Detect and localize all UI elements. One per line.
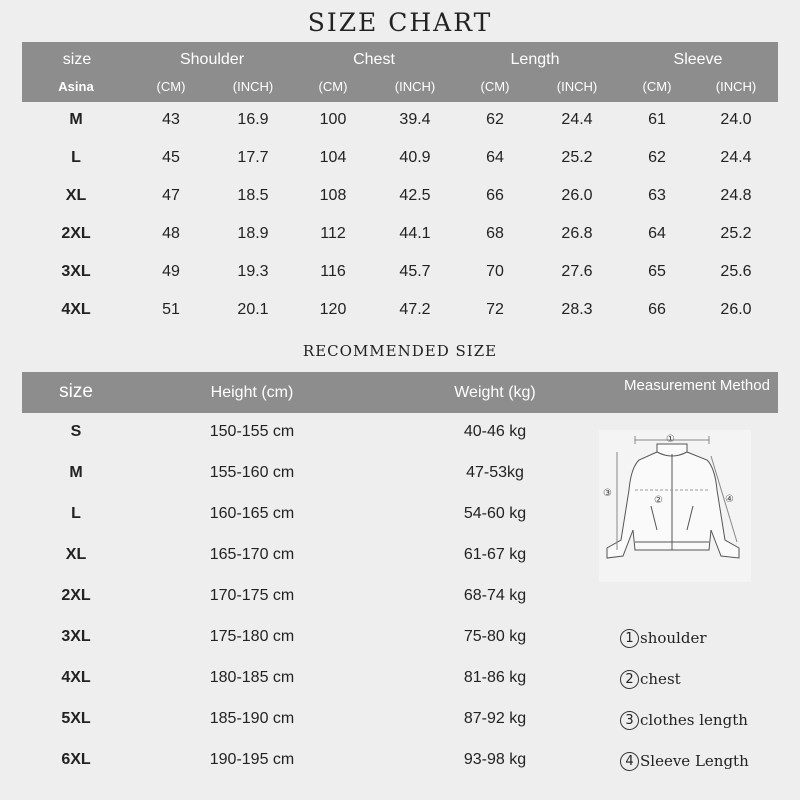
table-cell: 27.6	[561, 263, 593, 280]
table-cell: 54-60 kg	[463, 505, 527, 522]
table-cell: 26.8	[561, 225, 593, 242]
table-cell: 68	[486, 225, 504, 242]
table-cell: 65	[648, 263, 666, 280]
size-label: L	[71, 149, 81, 166]
header-unit: (CM)	[156, 79, 186, 94]
circled-number-icon: 4	[620, 752, 639, 771]
size-label: XL	[65, 187, 87, 204]
marker-2: ②	[654, 495, 663, 506]
size-label: M	[69, 464, 83, 481]
table-row	[22, 140, 778, 178]
size-label: 2XL	[61, 587, 91, 604]
table-cell: 24.0	[720, 111, 752, 128]
size-label: 6XL	[61, 751, 91, 768]
recommended-title: RECOMMENDED SIZE	[302, 342, 498, 360]
header-sleeve: Sleeve	[673, 51, 723, 68]
size-label: M	[69, 111, 83, 128]
table-cell: 64	[486, 149, 504, 166]
size-label: 4XL	[61, 669, 91, 686]
table-cell: 47.2	[399, 301, 431, 318]
table-cell: 48	[162, 225, 180, 242]
table-cell: 24.4	[720, 149, 752, 166]
circled-number-icon: 2	[620, 670, 639, 689]
table-cell: 19.3	[237, 263, 269, 280]
jacket-icon	[599, 430, 751, 582]
table-cell: 190-195 cm	[209, 751, 295, 768]
table-row	[22, 178, 778, 216]
table-cell: 112	[320, 225, 346, 242]
table-cell: 25.6	[720, 263, 752, 280]
legend-label: Sleeve Length	[640, 752, 749, 770]
table-cell: 42.5	[399, 187, 431, 204]
table-cell: 17.7	[237, 149, 269, 166]
table-cell: 66	[486, 187, 504, 204]
table-cell: 87-92 kg	[463, 710, 527, 727]
header-weight: Weight (kg)	[454, 384, 536, 401]
header-asina: Asina	[58, 79, 94, 94]
legend-label: clothes length	[640, 711, 748, 729]
header-chest: Chest	[353, 51, 395, 68]
marker-3: ③	[603, 488, 612, 499]
table-row	[22, 577, 778, 618]
legend-label: chest	[640, 670, 681, 688]
size-label: XL	[65, 546, 87, 563]
table-cell: 43	[162, 111, 180, 128]
table-row	[22, 216, 778, 254]
table-cell: 75-80 kg	[463, 628, 527, 645]
header-size: size	[62, 51, 92, 68]
table-cell: 62	[486, 111, 504, 128]
table-cell: 185-190 cm	[209, 710, 295, 727]
circled-number-icon: 1	[620, 629, 639, 648]
table-cell: 68-74 kg	[463, 587, 527, 604]
table-cell: 120	[319, 301, 347, 318]
header-unit: (CM)	[642, 79, 672, 94]
table-cell: 64	[648, 225, 666, 242]
header-unit: (INCH)	[715, 79, 757, 94]
table-cell: 28.3	[561, 301, 593, 318]
size-label: S	[70, 423, 82, 440]
table-cell: 81-86 kg	[463, 669, 527, 686]
table-cell: 45	[162, 149, 180, 166]
table-cell: 72	[486, 301, 504, 318]
marker-1: ①	[666, 434, 675, 445]
page-title: SIZE CHART	[307, 8, 493, 37]
header-unit: (CM)	[480, 79, 510, 94]
legend-item-clothes-length	[620, 710, 748, 730]
table-cell: 180-185 cm	[209, 669, 295, 686]
table-cell: 116	[320, 263, 346, 280]
header-unit: (INCH)	[394, 79, 436, 94]
table-cell: 25.2	[561, 149, 593, 166]
legend-item-sleeve-length	[620, 751, 749, 771]
table-cell: 26.0	[561, 187, 593, 204]
table-cell: 170-175 cm	[209, 587, 295, 604]
table-cell: 25.2	[720, 225, 752, 242]
header-height: Height (cm)	[210, 384, 294, 401]
table-cell: 155-160 cm	[209, 464, 295, 481]
table-cell: 51	[162, 301, 180, 318]
table-cell: 61-67 kg	[463, 546, 527, 563]
header-shoulder: Shoulder	[179, 51, 245, 68]
size-label: 5XL	[61, 710, 91, 727]
table-cell: 24.4	[561, 111, 593, 128]
header-measurement-method: Measurement Method	[624, 377, 770, 394]
table-row	[22, 292, 778, 330]
table-cell: 175-180 cm	[209, 628, 295, 645]
legend-label: shoulder	[640, 629, 707, 647]
table-cell: 61	[648, 111, 666, 128]
table-cell: 100	[319, 111, 347, 128]
table-cell: 47	[162, 187, 180, 204]
legend-item-shoulder	[620, 628, 707, 648]
table-cell: 40-46 kg	[463, 423, 527, 440]
table-cell: 160-165 cm	[209, 505, 295, 522]
header-unit: (INCH)	[232, 79, 274, 94]
table-cell: 49	[162, 263, 180, 280]
table-cell: 45.7	[399, 263, 431, 280]
table-cell: 150-155 cm	[209, 423, 295, 440]
marker-4: ④	[725, 494, 734, 505]
table-row	[22, 102, 778, 140]
table-cell: 70	[486, 263, 504, 280]
size-label: 2XL	[61, 225, 91, 242]
table-cell: 24.8	[720, 187, 752, 204]
size-label: 3XL	[61, 263, 91, 280]
size-label: L	[71, 505, 81, 522]
table-cell: 104	[319, 149, 347, 166]
recommended-table-header	[22, 372, 778, 413]
table-cell: 62	[648, 149, 666, 166]
circled-number-icon: 3	[620, 711, 639, 730]
table-cell: 93-98 kg	[463, 751, 527, 768]
header-length: Length	[510, 51, 560, 68]
table-cell: 66	[648, 301, 666, 318]
table-cell: 18.9	[237, 225, 269, 242]
table-cell: 165-170 cm	[209, 546, 295, 563]
size-label: 3XL	[61, 628, 91, 645]
table-cell: 26.0	[720, 301, 752, 318]
jacket-measurement-diagram	[599, 430, 751, 582]
header-size: size	[59, 381, 93, 402]
header-unit: (CM)	[318, 79, 348, 94]
header-unit: (INCH)	[556, 79, 598, 94]
table-cell: 44.1	[399, 225, 431, 242]
legend-item-chest	[620, 669, 681, 689]
table-cell: 18.5	[237, 187, 269, 204]
table-cell: 39.4	[399, 111, 431, 128]
table-cell: 40.9	[399, 149, 431, 166]
table-cell: 63	[648, 187, 666, 204]
size-label: 4XL	[61, 301, 91, 318]
table-cell: 108	[319, 187, 347, 204]
table-cell: 47-53kg	[466, 464, 524, 481]
table-cell: 20.1	[237, 301, 269, 318]
table-row	[22, 254, 778, 292]
table-cell: 16.9	[237, 111, 269, 128]
size-table-header	[22, 42, 778, 102]
